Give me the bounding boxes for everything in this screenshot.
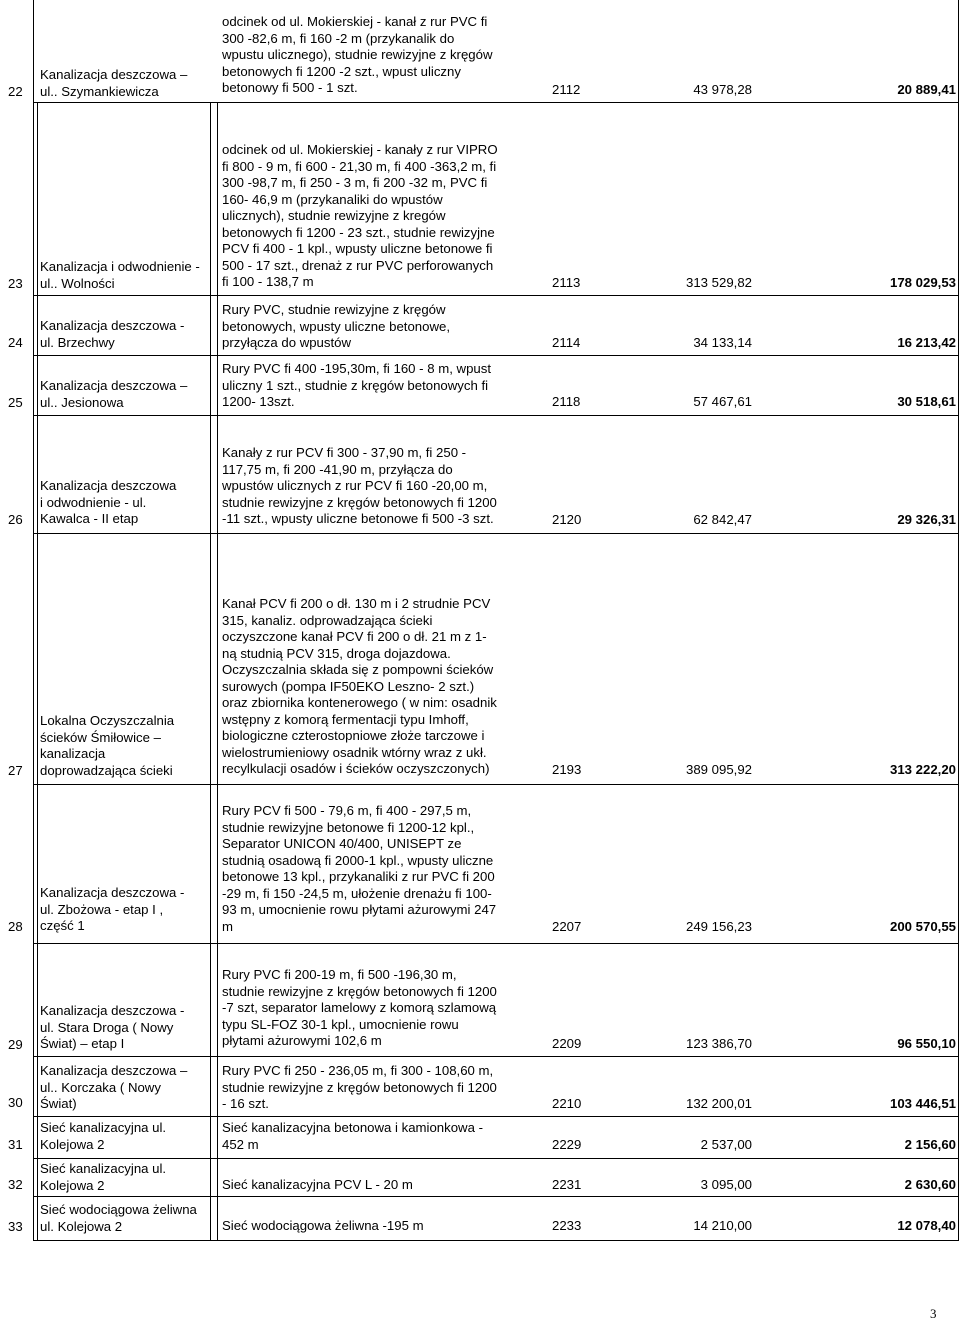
row-description: Sieć kanalizacyjna PCV L - 20 m — [222, 1177, 413, 1192]
row-divider — [33, 1116, 958, 1117]
row-value-2: 2 630,60 — [904, 1177, 956, 1192]
row-name: Kanalizacja deszczowa – ul.. Szymankiewicza — [40, 67, 188, 99]
row-value-2: 20 889,41 — [897, 82, 956, 97]
row-description: Kanał PCV fi 200 o dł. 130 m i 2 strudnie PCV 315, kanaliz. odprowadzająca ścieki oczyszczone kanał PCV fi 200 o dł. 21 m z 1- ną studnią PCV 315, droga dojazdowa. Oczyszczalnia składa się z pompowni ścieków surowych (pompa IF50EKO Leszno- 2 szt.) oraz zbiornika kontenerowego ( w nim: osadnik wstępny z komorą fermentacji typu Imhoff, biologiczne czterostopniowe złoże tarczowe i wielostrumieniowy osadnik wtórny wraz z ukł. recylkulacji osadów i ścieków oczyszczonych) — [222, 596, 497, 776]
row-code: 2120 — [552, 512, 582, 527]
row-value-2: 30 518,61 — [897, 394, 956, 409]
row-value-2: 96 550,10 — [897, 1036, 956, 1051]
row-description: Sieć kanalizacyjna betonowa i kamionkowa - 452 m — [222, 1120, 483, 1152]
row-value-1: 249 156,23 — [685, 919, 752, 934]
row-value-2: 16 213,42 — [897, 335, 956, 350]
row-divider — [33, 415, 958, 416]
row-divider — [33, 1056, 958, 1057]
row-code: 2210 — [552, 1096, 582, 1111]
row-code: 2229 — [552, 1137, 582, 1152]
row-code: 2114 — [552, 335, 581, 350]
row-value-1: 123 386,70 — [685, 1036, 752, 1051]
row-name: Kanalizacja deszczowa – ul.. Jesionowa — [40, 378, 188, 410]
row-description: Kanały z rur PCV fi 300 - 37,90 m, fi 250 - 117,75 m, fi 200 -41,90 m, przyłącza do wpustów ulicznych z rur PCV fi 160 -20,00 m, studnie rewizyjne z kręgów betonowych fi 1200 -11 szt., wpusty uliczne betonowe fi 500 -3 szt. — [222, 445, 497, 526]
row-name: Lokalna Oczyszczalnia ścieków Śmiłowice – kanalizacja doprowadzająca ścieki — [40, 713, 175, 778]
row-divider — [33, 355, 958, 356]
column-divider — [33, 0, 34, 1241]
row-name: Kanalizacja deszczowa i odwodnienie - ul. Kawalca - II etap — [40, 478, 177, 526]
row-divider — [33, 295, 958, 296]
row-number: 30 — [8, 1095, 23, 1110]
row-description: odcinek od ul. Mokierskiej - kanały z rur VIPRO fi 800 - 9 m, fi 600 - 21,30 m, fi 400 -363,2 m, fi 300 -98,7 m, fi 250 - 3 m, fi 200 -32 m, PVC fi 160- 46,9 m (przykanaliki do wpustów ulicznych), studnie rewizyjne z kregów betonowych fi 1200 - 23 szt., studnie rewizyjne PCV fi 400 - 1 kpl., wpusty uliczne betonowe fi 500 - 17 szt., drenaż z rur PVC perforowanych fi 100 - 138,7 m — [222, 142, 498, 289]
row-number: 31 — [8, 1137, 23, 1152]
row-divider — [33, 1158, 958, 1159]
row-number: 27 — [8, 763, 23, 778]
row-value-2: 103 446,51 — [889, 1096, 956, 1111]
row-number: 29 — [8, 1037, 23, 1052]
row-value-1: 57 467,61 — [693, 394, 752, 409]
row-divider — [33, 784, 958, 785]
page-number: 3 — [930, 1306, 937, 1321]
row-code: 2207 — [552, 919, 582, 934]
row-name: Kanalizacja deszczowa - ul. Zbożowa - etap I , część 1 — [40, 885, 185, 933]
row-value-1: 14 210,00 — [693, 1218, 752, 1233]
row-value-1: 389 095,92 — [685, 762, 752, 777]
row-description: Rury PVC fi 400 -195,30m, fi 160 - 8 m, wpust uliczny 1 szt., studnie z kręgów betonowych fi 1200- 13szt. — [222, 361, 491, 409]
row-divider — [33, 102, 958, 103]
row-number: 26 — [8, 512, 23, 527]
row-description: Rury PVC fi 250 - 236,05 m, fi 300 - 108,60 m, studnie rewizyjne z kręgów betonowych fi 1200 - 16 szt. — [222, 1063, 497, 1111]
row-number: 22 — [8, 84, 23, 99]
row-value-1: 34 133,14 — [693, 335, 752, 350]
row-name: Kanalizacja deszczowa – ul.. Korczaka ( Nowy Świat) — [40, 1063, 188, 1111]
row-number: 28 — [8, 919, 23, 934]
row-value-2: 29 326,31 — [897, 512, 956, 527]
row-description: Sieć wodociągowa żeliwna -195 m — [222, 1218, 424, 1233]
row-value-1: 3 095,00 — [700, 1177, 752, 1192]
row-number: 24 — [8, 335, 23, 350]
row-code: 2231 — [552, 1177, 582, 1192]
row-value-1: 132 200,01 — [685, 1096, 752, 1111]
row-description: Rury PVC fi 200-19 m, fi 500 -196,30 m, studnie rewizyjne z kręgów betonowych fi 1200 -7 szt, separator lamelowy z komorą szlamową typu SL-FOZ 30-1 kpl., umocnienie rowu płytami ażurowymi 102,6 m — [222, 967, 497, 1048]
row-value-1: 2 537,00 — [700, 1137, 752, 1152]
row-name: Kanalizacja deszczowa - ul. Brzechwy — [40, 318, 185, 350]
row-value-1: 62 842,47 — [693, 512, 752, 527]
row-name: Sieć wodociągowa żeliwna ul. Kolejowa 2 — [40, 1202, 197, 1234]
row-value-1: 43 978,28 — [693, 82, 752, 97]
row-name: Kanalizacja deszczowa - ul. Stara Droga ( Nowy Świat) – etap I — [40, 1003, 185, 1051]
row-code: 2113 — [552, 275, 581, 290]
row-code: 2209 — [552, 1036, 582, 1051]
row-divider — [33, 1196, 958, 1197]
row-code: 2193 — [552, 762, 582, 777]
row-name: Sieć kanalizacyjna ul. Kolejowa 2 — [40, 1120, 167, 1152]
column-divider — [37, 102, 38, 1241]
row-value-2: 12 078,40 — [897, 1218, 956, 1233]
row-code: 2112 — [552, 82, 581, 97]
row-number: 25 — [8, 395, 23, 410]
column-divider — [958, 0, 959, 1241]
row-value-2: 178 029,53 — [889, 275, 956, 290]
row-code: 2118 — [552, 394, 581, 409]
row-value-2: 313 222,20 — [889, 762, 956, 777]
row-divider — [33, 1240, 958, 1241]
row-name: Kanalizacja i odwodnienie - ul.. Wolności — [40, 259, 200, 291]
row-value-2: 2 156,60 — [904, 1137, 956, 1152]
row-divider — [33, 533, 958, 534]
row-number: 32 — [8, 1177, 23, 1192]
row-name: Sieć kanalizacyjna ul. Kolejowa 2 — [40, 1161, 167, 1193]
row-divider — [33, 943, 958, 944]
row-number: 23 — [8, 276, 23, 291]
row-value-1: 313 529,82 — [685, 275, 752, 290]
row-description: Rury PVC, studnie rewizyjne z kręgów betonowych, wpusty uliczne betonowe, przyłącza do wpustów — [222, 302, 450, 350]
row-number: 33 — [8, 1219, 23, 1234]
column-divider — [217, 102, 218, 1241]
row-description: Rury PCV fi 500 - 79,6 m, fi 400 - 297,5 m, studnie rewizyjne betonowe fi 1200-12 kpl., Separator UNICON 40/400, UNISEPT ze studnią osadową fi 2000-1 kpl., wpusty uliczne betonowe 13 kpl., przykanaliki z rur PVC fi 200 -29 m, fi 150 -24,5 m, ułożenie drenażu fi 100- 93 m, umocnienie rowu płytami ażurowymi 247 m — [222, 803, 497, 934]
row-description: odcinek od ul. Mokierskiej - kanał z rur PVC fi 300 -82,6 m, fi 160 -2 m (przykanalik do wpustu ulicznego), studnie rewizyjne z kręgów betonowych fi 1200 -2 szt., wpust uliczny betonowy fi 500 - 1 szt. — [222, 14, 493, 95]
row-value-2: 200 570,55 — [889, 919, 956, 934]
row-code: 2233 — [552, 1218, 582, 1233]
